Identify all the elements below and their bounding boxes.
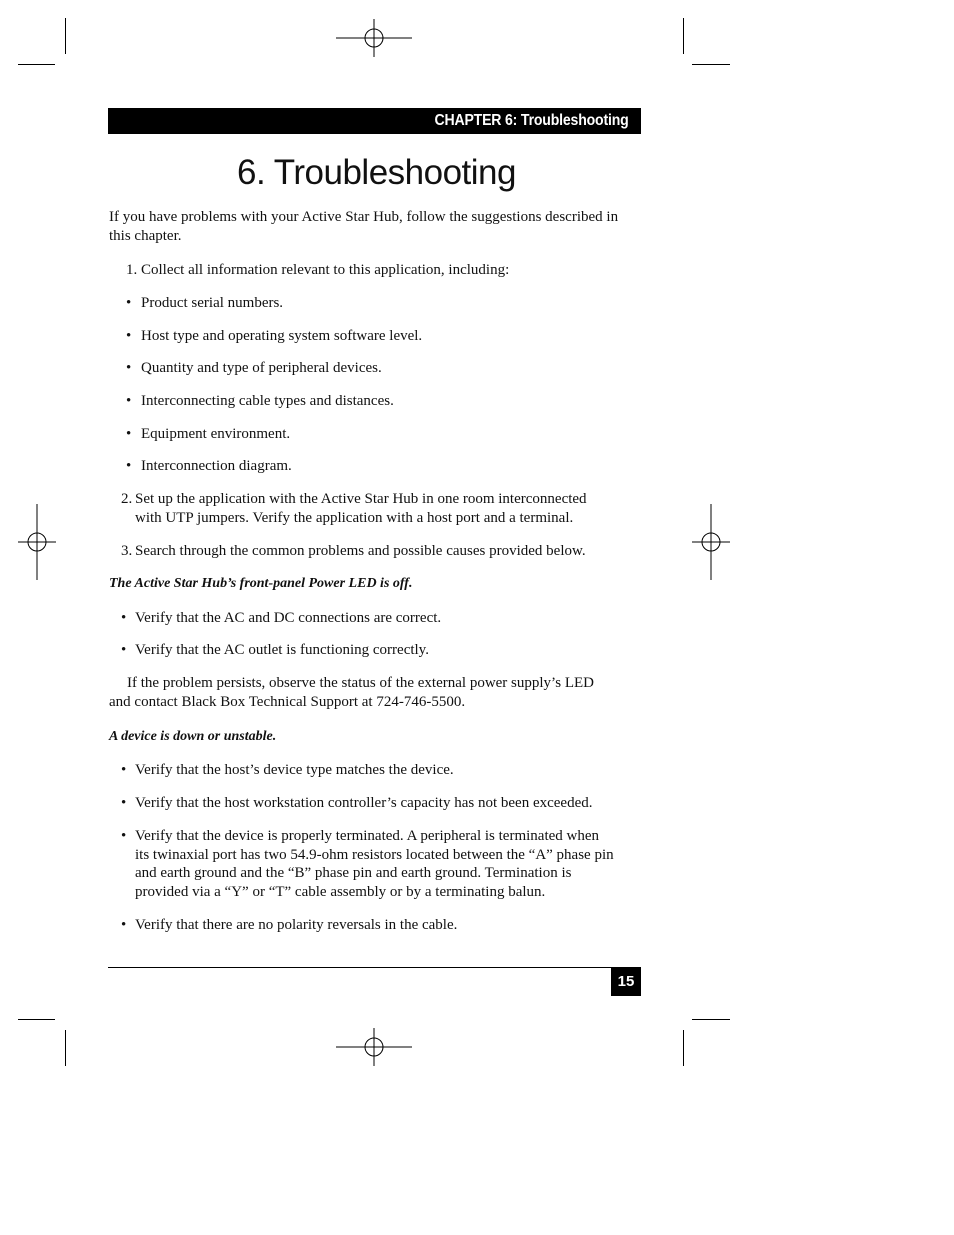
bullet-icon: • (121, 795, 127, 811)
intro-line-2: this chapter. (109, 228, 182, 244)
crop-mark (692, 64, 730, 65)
intro-line-1: If you have problems with your Active Star Hub, follow the suggestions described in (109, 209, 619, 225)
list-item: Verify that the host’s device type matches the device. (135, 762, 454, 778)
step-2-line-1: Set up the application with the Active Star Hub in one room interconnected (135, 491, 587, 507)
list-item: Verify that there are no polarity reversals in the cable. (135, 917, 458, 933)
section-heading-power-led: The Active Star Hub’s front-panel Power LED is off. (109, 576, 413, 591)
bullet-icon: • (121, 642, 127, 658)
power-note-line-2: and contact Black Box Technical Support at 724-746-5500. (109, 694, 466, 710)
crop-mark (18, 64, 55, 65)
bullet-icon: • (121, 828, 127, 844)
step-3-text: Search through the common problems and possible causes provided below. (135, 543, 586, 559)
section-heading-device-down: A device is down or unstable. (109, 729, 277, 744)
registration-mark-icon (336, 1028, 412, 1066)
bullet-icon: • (126, 295, 132, 311)
list-item: Verify that the AC outlet is functioning correctly. (135, 642, 429, 658)
list-item-line-4: provided via a “Y” or “T” cable assembly or by a terminating balun. (135, 884, 546, 900)
crop-mark (18, 1019, 55, 1020)
bullet-icon: • (126, 393, 132, 409)
page-number: 15 (611, 968, 641, 996)
list-item: Product serial numbers. (141, 295, 284, 311)
list-item: Host type and operating system software level. (141, 328, 423, 344)
list-item-line-3: and earth ground and the “B” phase pin and earth ground. Termination is (135, 865, 572, 881)
crop-mark (683, 18, 684, 54)
list-item: Interconnection diagram. (141, 458, 292, 474)
list-item: Interconnecting cable types and distances. (141, 393, 394, 409)
step-number: 2. (121, 491, 133, 507)
footer-rule (108, 967, 641, 968)
crop-mark (683, 1030, 684, 1066)
power-note-line-1: If the problem persists, observe the status of the external power supply’s LED (127, 675, 594, 691)
list-item: Verify that the AC and DC connections are correct. (135, 610, 442, 626)
crop-mark (692, 1019, 730, 1020)
chapter-header-label: CHAPTER 6: Troubleshooting (434, 112, 629, 129)
list-item-line-2: its twinaxial port has two 54.9-ohm resistors located between the “A” phase pin (135, 847, 614, 863)
step-2-line-2: with UTP jumpers. Verify the application with a host port and a terminal. (135, 510, 574, 526)
bullet-icon: • (121, 610, 127, 626)
page-title: 6. Troubleshooting (237, 153, 516, 192)
bullet-icon: • (121, 917, 127, 933)
registration-mark-icon (336, 19, 412, 57)
crop-mark (65, 1030, 66, 1066)
bullet-icon: • (121, 762, 127, 778)
bullet-icon: • (126, 328, 132, 344)
registration-mark-icon (18, 504, 56, 580)
chapter-header-bar (108, 108, 641, 134)
list-item: Verify that the host workstation controller’s capacity has not been exceeded. (135, 795, 593, 811)
bullet-icon: • (126, 458, 132, 474)
list-item: Equipment environment. (141, 426, 291, 442)
step-number: 3. (121, 543, 133, 559)
list-item-line-1: Verify that the device is properly terminated. A peripheral is terminated when (135, 828, 600, 844)
bullet-icon: • (126, 426, 132, 442)
crop-mark (65, 18, 66, 54)
step-number: 1. (126, 262, 138, 278)
list-item: Quantity and type of peripheral devices. (141, 360, 382, 376)
bullet-icon: • (126, 360, 132, 376)
registration-mark-icon (692, 504, 730, 580)
step-1-text: Collect all information relevant to this application, including: (141, 262, 510, 278)
